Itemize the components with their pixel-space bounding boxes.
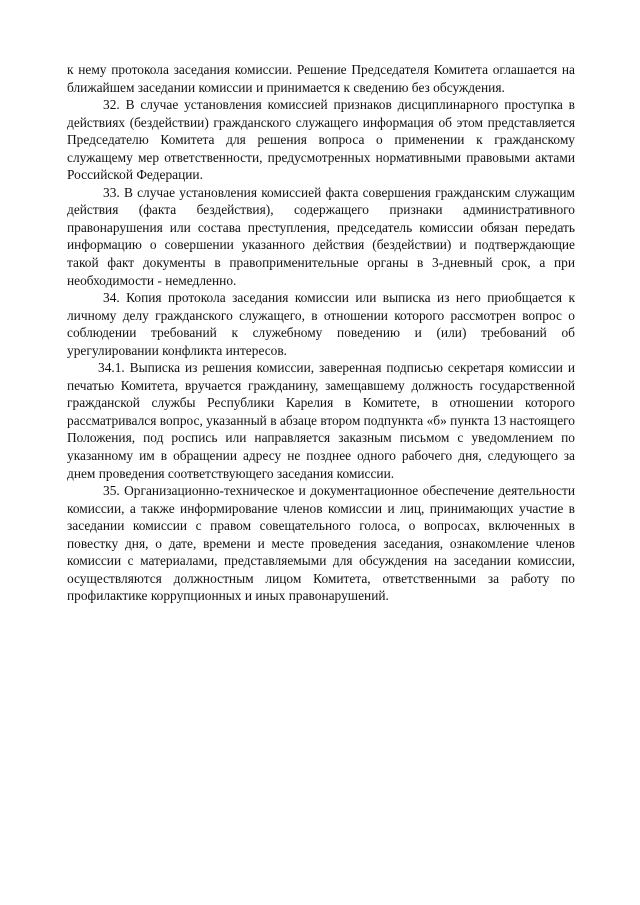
paragraph-33: 33. В случае установления комиссией факта совершения гражданским служащим действия (факта бездействия), содержащего признаки административного правонарушения или состава преступления, председатель комиссии обязан передать информацию о совершении указанного действия (бездействии) и подтверждающие такой факт документы в правоприменительные органы в 3-дневный срок, а при необходимости - немедленно. — [67, 184, 575, 288]
paragraph-35: 35. Организационно-техническое и документационное обеспечение деятельности комиссии, а также информирование членов комиссии и лиц, принимающих участие в заседании комиссии с правом совещательного голоса, о вопросах, включенных в повестку дня, о дате, времени и месте проведения заседания, ознакомление членов комиссии с материалами, представляемыми для обсуждения на заседании комиссии, осуществляются должностным лицом Комитета, ответственными за работу по профилактике коррупционных и иных правонарушений. — [67, 483, 575, 604]
paragraph-34-1: 34.1. Выписка из решения комиссии, заверенная подписью секретаря комиссии и печатью Комитета, вручается гражданину, замещавшему должность государственной гражданской службы Республики Карелия в Комитете, в отношении которого рассматривался вопрос, указанный в абзаце втором подпункта «б» пункта 13 настоящего Положения, под роспись или направляется заказным письмом с уведомлением по указанному им в обращении адресу не позднее одного рабочего дня, следующего за днем проведения соответствующего заседания комиссии. — [67, 360, 575, 481]
paragraph-continuation: к нему протокола заседания комиссии. Решение Председателя Комитета оглашается на ближайшем заседании комиссии и принимается к сведению без обсуждения. — [67, 62, 575, 95]
paragraph-34: 34. Копия протокола заседания комиссии или выписка из него приобщается к личному делу гражданского служащего, в отношении которого рассмотрен вопрос о соблюдении требований к служебному поведению и (или) требований об урегулировании конфликта интересов. — [67, 290, 575, 358]
document-body — [67, 61, 575, 605]
paragraph-32: 32. В случае установления комиссией признаков дисциплинарного проступка в действиях (бездействии) гражданского служащего информация об этом представляется Председателю Комитета для решения вопроса о применении к гражданскому служащему мер ответственности, предусмотренных нормативными правовыми актами Российской Федерации. — [67, 97, 575, 183]
